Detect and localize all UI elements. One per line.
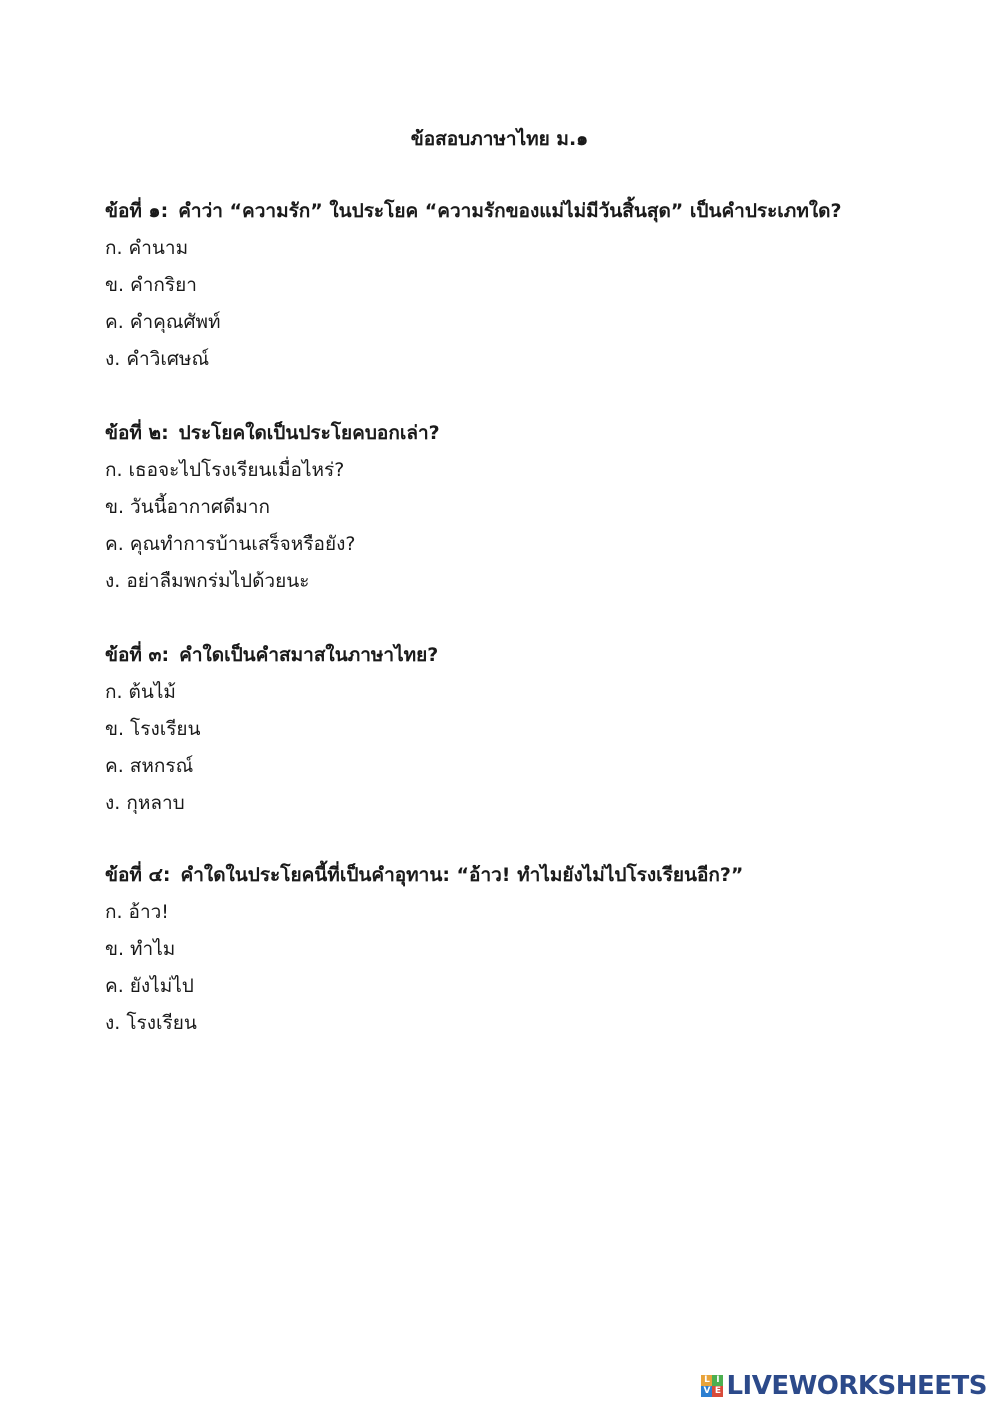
option-letter: ก. bbox=[105, 237, 123, 259]
option-a[interactable] bbox=[105, 455, 905, 485]
option-text: คำวิเศษณ์ bbox=[126, 348, 210, 370]
option-text: เธอจะไปโรงเรียนเมื่อไหร่? bbox=[128, 459, 345, 481]
option-letter: ก. bbox=[105, 459, 123, 481]
liveworksheets-brand bbox=[701, 1371, 987, 1401]
option-text: คำนาม bbox=[128, 237, 189, 259]
option-d[interactable] bbox=[105, 788, 905, 818]
option-letter: ง. bbox=[105, 792, 121, 814]
option-letter: ข. bbox=[105, 718, 125, 740]
option-text: โรงเรียน bbox=[130, 718, 201, 740]
option-text: ยังไม่ไป bbox=[129, 975, 194, 997]
option-text: อย่าลืมพกร่มไปด้วยนะ bbox=[126, 570, 310, 592]
logo-letter-i: I bbox=[712, 1375, 723, 1386]
liveworksheets-logo-icon bbox=[701, 1375, 723, 1397]
question-heading bbox=[105, 640, 905, 670]
option-c[interactable] bbox=[105, 751, 905, 781]
option-letter: ค. bbox=[105, 533, 124, 555]
option-text: กุหลาบ bbox=[126, 792, 185, 814]
option-letter: ค. bbox=[105, 755, 124, 777]
question-text: คำว่า “ความรัก” ในประโยค “ความรักของแม่ไม่มีวันสิ้นสุด” เป็นคำประเภทใด? bbox=[178, 200, 842, 222]
option-letter: ข. bbox=[105, 274, 125, 296]
question-heading bbox=[105, 860, 905, 890]
logo-letter-l: L bbox=[701, 1375, 712, 1386]
option-text: คุณทำการบ้านเสร็จหรือยัง? bbox=[129, 533, 356, 555]
question-2 bbox=[105, 418, 905, 603]
option-a[interactable] bbox=[105, 897, 905, 927]
option-letter: ข. bbox=[105, 496, 125, 518]
question-number: ข้อที่ ๓: bbox=[105, 644, 170, 666]
option-letter: ง. bbox=[105, 348, 121, 370]
option-a[interactable] bbox=[105, 233, 905, 263]
question-heading bbox=[105, 196, 905, 226]
option-b[interactable] bbox=[105, 714, 905, 744]
option-d[interactable] bbox=[105, 344, 905, 374]
option-d[interactable] bbox=[105, 566, 905, 596]
option-letter: ค. bbox=[105, 975, 124, 997]
option-text: คำคุณศัพท์ bbox=[129, 311, 221, 333]
question-text: คำใดในประโยคนี้ที่เป็นคำอุทาน: “อ้าว! ทำไมยังไม่ไปโรงเรียนอีก?” bbox=[180, 864, 744, 886]
question-number: ข้อที่ ๑: bbox=[105, 200, 169, 222]
question-number: ข้อที่ ๒: bbox=[105, 422, 169, 444]
option-text: ทำไม bbox=[130, 938, 176, 960]
option-text: โรงเรียน bbox=[126, 1012, 197, 1034]
option-letter: ง. bbox=[105, 570, 121, 592]
option-c[interactable] bbox=[105, 971, 905, 1001]
option-text: ต้นไม้ bbox=[128, 681, 176, 703]
option-letter: ค. bbox=[105, 311, 124, 333]
option-b[interactable] bbox=[105, 492, 905, 522]
option-c[interactable] bbox=[105, 307, 905, 337]
question-text: ประโยคใดเป็นประโยคบอกเล่า? bbox=[178, 422, 440, 444]
option-letter: ก. bbox=[105, 681, 123, 703]
option-text: คำกริยา bbox=[130, 274, 197, 296]
question-3 bbox=[105, 640, 905, 825]
brand-name: LIVEWORKSHEETS bbox=[726, 1371, 987, 1401]
option-letter: ก. bbox=[105, 901, 123, 923]
option-a[interactable] bbox=[105, 677, 905, 707]
question-heading bbox=[105, 418, 905, 448]
option-text: วันนี้อากาศดีมาก bbox=[130, 496, 271, 518]
option-text: อ้าว! bbox=[128, 901, 169, 923]
option-letter: ข. bbox=[105, 938, 125, 960]
logo-letter-e: E bbox=[712, 1386, 723, 1397]
option-b[interactable] bbox=[105, 934, 905, 964]
question-text: คำใดเป็นคำสมาสในภาษาไทย? bbox=[179, 644, 439, 666]
page-title: ข้อสอบภาษาไทย ม.๑ bbox=[410, 128, 589, 150]
question-number: ข้อที่ ๔: bbox=[105, 864, 171, 886]
question-4 bbox=[105, 860, 905, 1045]
logo-letter-v: V bbox=[701, 1386, 712, 1397]
option-b[interactable] bbox=[105, 270, 905, 300]
option-letter: ง. bbox=[105, 1012, 121, 1034]
option-text: สหกรณ์ bbox=[129, 755, 194, 777]
question-1 bbox=[105, 196, 905, 381]
option-d[interactable] bbox=[105, 1008, 905, 1038]
option-c[interactable] bbox=[105, 529, 905, 559]
